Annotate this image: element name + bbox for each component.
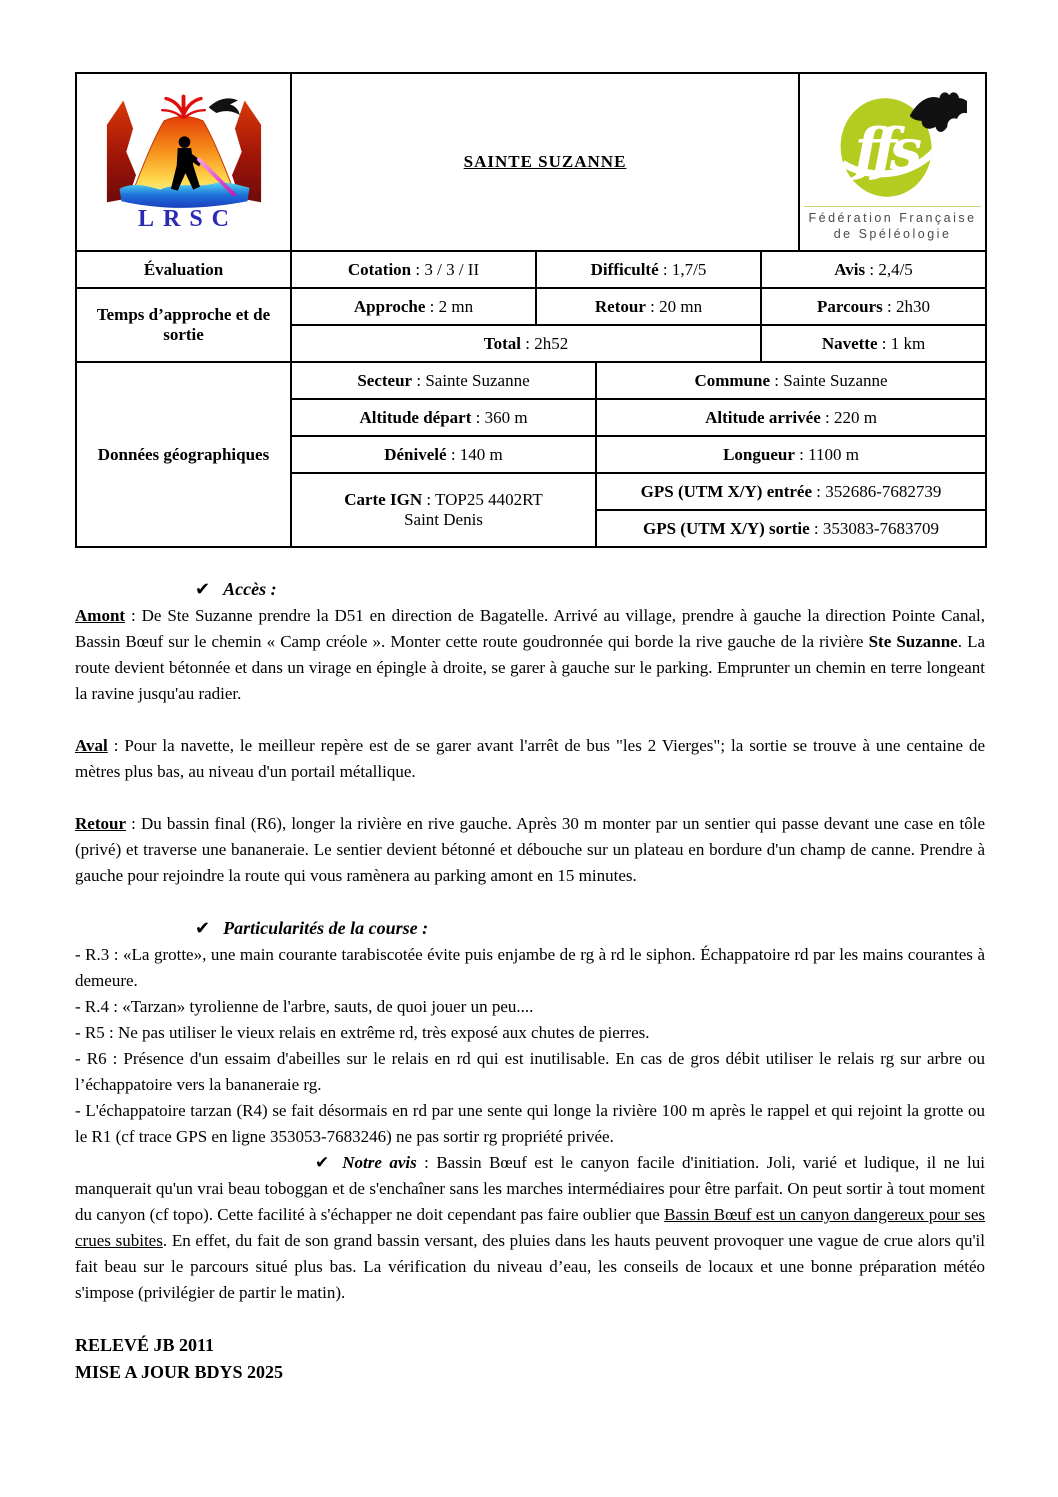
particularites-heading (195, 915, 985, 942)
parcours-cell: Parcours : 2h30 (761, 288, 986, 325)
avis-cell: Avis : 2,4/5 (761, 251, 986, 288)
lrsc-logo-cell (76, 73, 291, 251)
footer-releve: RELEVÉ JB 2011 (75, 1335, 215, 1355)
particularite-item-r6: - R6 : Présence d'un essaim d'abeilles sur le relais en rd qui est inutilisable. En cas de gros débit utiliser le relais rg sur arbre ou l’échappatoire vers la bananeraie rg. (75, 1049, 985, 1094)
particularite-item-r4: - R.4 : «Tarzan» tyrolienne de l'arbre, sauts, de quoi jouer un peu.... (75, 997, 534, 1016)
check-icon: ✔ (195, 918, 211, 939)
avis-text: Notre avis : Bassin Bœuf est le canyon facile d'initiation. Joli, varié et ludique, il ne lui manquerait qu'un vrai beau toboggan et de s'enchaîner sans les marches intermédiaires pour être parfait. On peut sortir à tout moment du canyon (cf topo). Cette facilité à s'échapper ne doit cependant pas faire oublier que Bassin Bœuf est un canyon dangereux pour ses crues subites. En effet, du fait de son grand bassin versant, des pluies dans les hauts peuvent provoquer une vague de crue alors qu'il fait beau sur le parcours situé plus bas. La vérification du niveau d’eau, les conseils de locaux et une bonne préparation météo s'impose (privilégier de partir le matin). (75, 1153, 986, 1302)
check-icon: ✔ (195, 579, 211, 600)
particularites-heading-text: Particularités de la course : (223, 918, 429, 938)
commune-cell: Commune : Sainte Suzanne (596, 362, 986, 399)
retour-cell: Retour : 20 mn (536, 288, 761, 325)
access-heading-text: Accès : (223, 579, 277, 599)
carte-ign-cell: Carte IGN : TOP25 4402RT Saint Denis (291, 473, 596, 547)
check-icon: ✔ (315, 1153, 330, 1173)
gps-sortie-cell: GPS (UTM X/Y) sortie : 353083-7683709 (596, 510, 986, 547)
particularite-item-r5: - R5 : Ne pas utiliser le vieux relais en extrême rd, très exposé aux chutes de pierres. (75, 1023, 650, 1042)
amont-paragraph: Amont : De Ste Suzanne prendre la D51 en direction de Bagatelle. Arrivé au village, prendre à gauche la direction Pointe Canal, Bassin Bœuf sur le chemin « Camp créole ». Monter cette route goudronnée qui borde la rive gauche de la rivière Ste Suzanne. La route devient bétonnée et dans un virage en épingle à droite, se garer à gauche sur le parking. Emprunter un chemin en terre longeant la ravine jusqu'au radier. (75, 606, 985, 703)
lrsc-logo-icon (104, 86, 264, 208)
bird-icon (208, 98, 239, 115)
lava-fountain-icon (162, 97, 205, 117)
temps-row-label: Temps d’approche et de sortie (76, 288, 291, 362)
retour-paragraph: Retour : Du bassin final (R6), longer la rivière en rive gauche. Après 30 m monter par un sentier qui passe devant une case en tôle (privé) et traverse une bananeraie. Le sentier devient bétonné et débouche sur un plateau en bordure d'un champ de canne. Prendre à gauche pour rejoindre la route qui vous ramènera au parking amont en 15 minutes. (75, 814, 985, 885)
ffs-caption (808, 207, 976, 248)
secteur-cell: Secteur : Sainte Suzanne (291, 362, 596, 399)
info-table (75, 72, 987, 548)
particularite-item-r3: - R.3 : «La grotte», une main courante tarabiscotée évite puis enjambe de rg à rd le siphon. Échappatoire rd par les mains courantes à demeure. (75, 945, 985, 990)
cotation-cell: Cotation : 3 / 3 / II (291, 251, 536, 288)
difficulte-cell: Difficulté : 1,7/5 (536, 251, 761, 288)
avis-paragraph (75, 1150, 985, 1306)
lrsc-label: LRSC (137, 206, 239, 232)
approche-cell: Approche : 2 mn (291, 288, 536, 325)
ffs-caption-line: de Spéléologie (833, 227, 952, 241)
water-icon (119, 183, 249, 208)
footer-mise-a-jour: MISE A JOUR BDYS 2025 (75, 1362, 284, 1382)
page-title: SAINTE SUZANNE (291, 73, 799, 251)
ffs-logo-cell (799, 73, 986, 251)
total-cell: Total : 2h52 (291, 325, 761, 362)
footer (75, 1332, 985, 1386)
altitude-arrivee-cell: Altitude arrivée : 220 m (596, 399, 986, 436)
gps-entree-cell: GPS (UTM X/Y) entrée : 352686-7682739 (596, 473, 986, 510)
access-heading (195, 576, 985, 603)
particularite-item-echappatoire: - L'échappatoire tarzan (R4) se fait désormais en rd par une sente qui longe la rivière 100 m après le rappel et qui rejoint la grotte ou le R1 (cf trace GPS en ligne 353053-7683246) ne pas sortir rg propriété privée. (75, 1101, 985, 1146)
ffs-caption-line: Fédération Française (808, 211, 977, 225)
ffs-logo-icon (819, 88, 967, 200)
denivele-cell: Dénivelé : 140 m (291, 436, 596, 473)
ffs-monogram: ffs (854, 116, 915, 184)
aval-paragraph: Aval : Pour la navette, le meilleur repère est de se garer avant l'arrêt de bus "les 2 Vierges"; la sortie se trouve à une centaine de mètres plus bas, au niveau d'un portail métallique. (75, 736, 985, 781)
altitude-depart-cell: Altitude départ : 360 m (291, 399, 596, 436)
evaluation-row-label: Évaluation (76, 251, 291, 288)
longueur-cell: Longueur : 1100 m (596, 436, 986, 473)
navette-cell: Navette : 1 km (761, 325, 986, 362)
geo-row-label: Données géographiques (76, 362, 291, 547)
